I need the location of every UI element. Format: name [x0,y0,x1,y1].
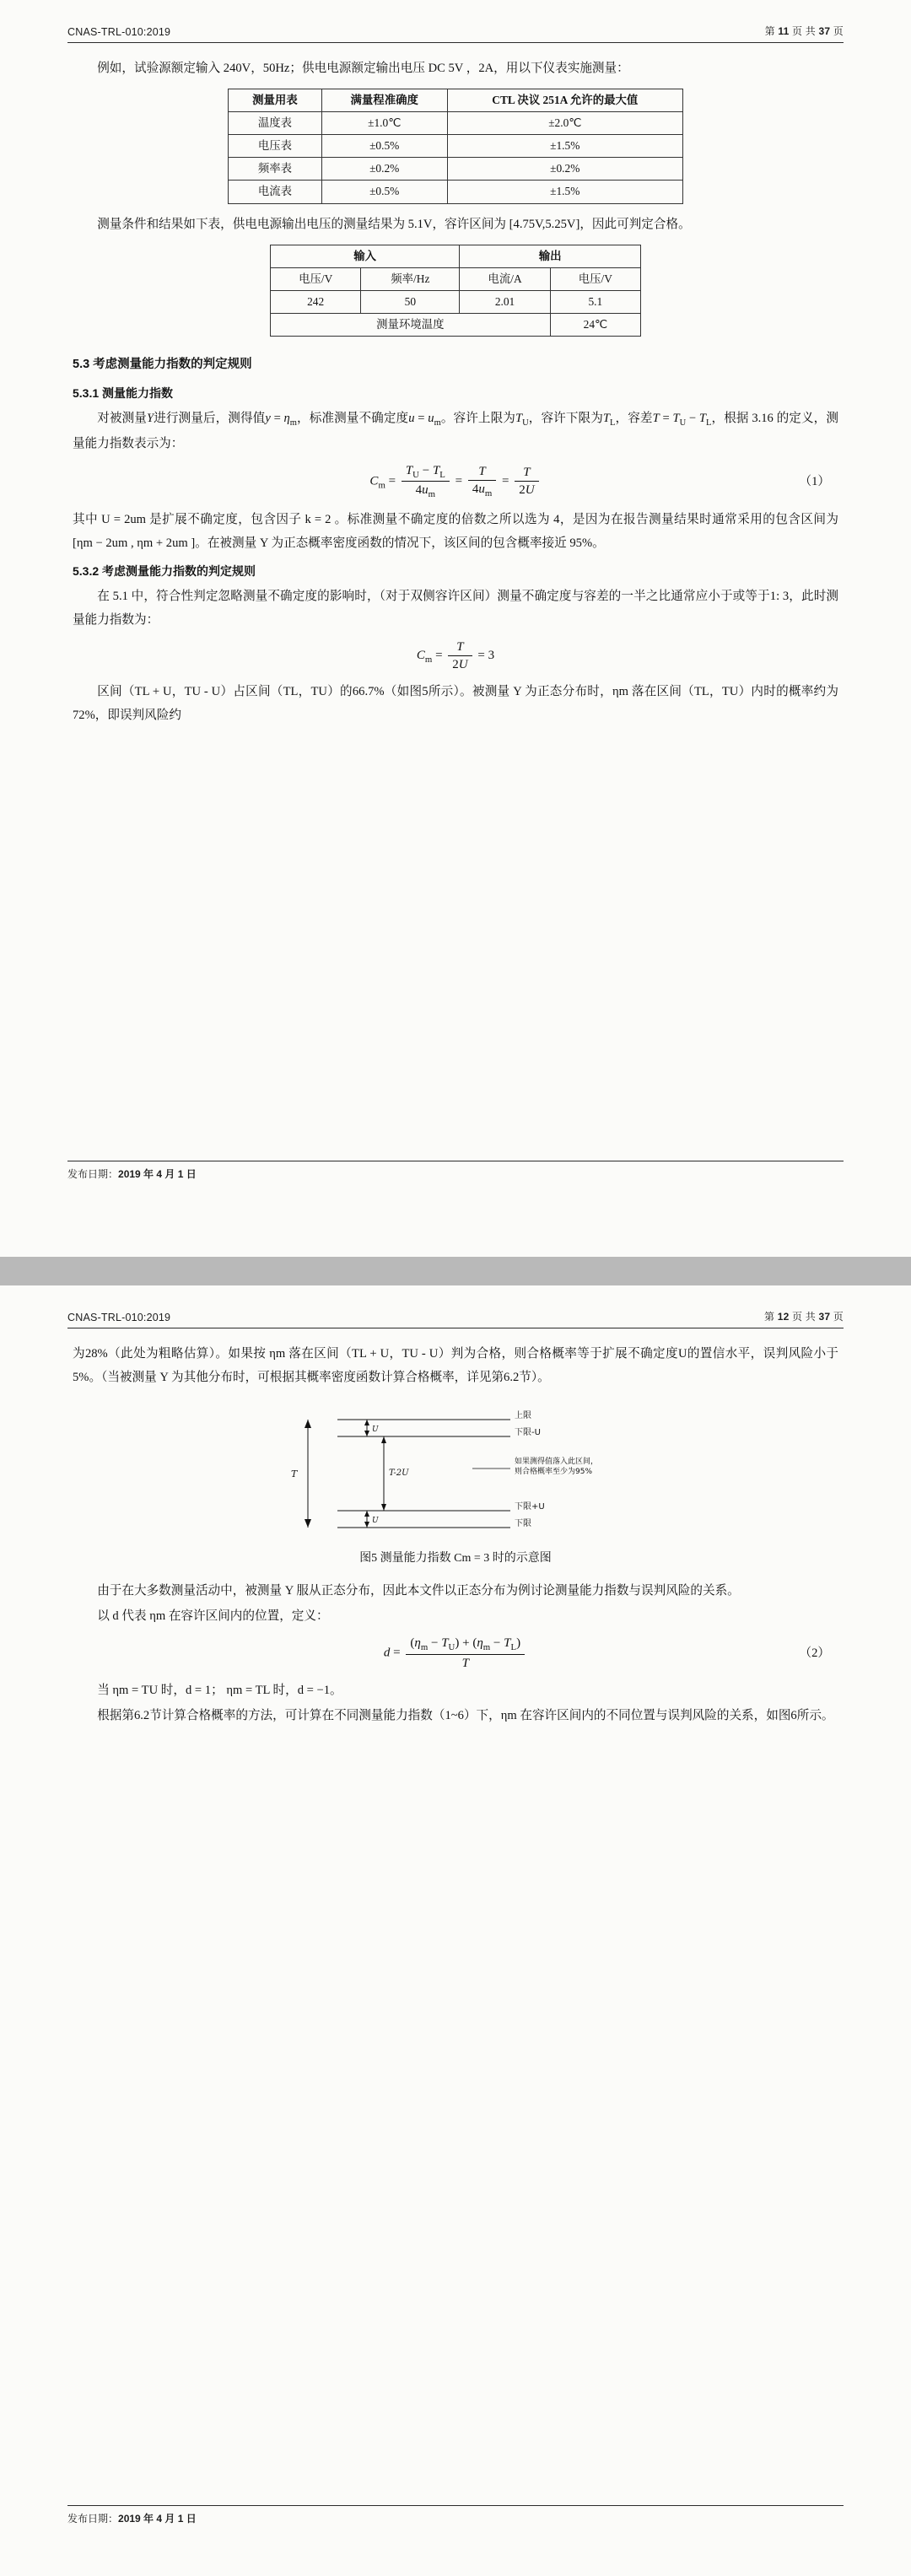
cell-voltage-in: 242 [271,290,361,313]
equation-cm3 [73,639,838,674]
footer-label: 发布日期： [67,1168,119,1180]
cell-accuracy: ±0.2% [321,158,447,181]
svg-text:U: U [372,1517,379,1526]
heading-5-3-1: 5.3.1 测量能力指数 [73,385,174,400]
cell-instrument: 频率表 [229,158,322,181]
cell-accuracy: ±1.0℃ [321,112,447,135]
svg-text:下限-U: 下限-U [515,1428,541,1438]
table-row [229,135,683,158]
page-body [67,1328,844,1727]
table-row [229,181,683,203]
figure-5-caption: 图5 测量能力指数 Cm = 3 时的示意图 [359,1552,552,1566]
table-header-row [229,89,683,112]
paragraph-normal-dist: 由于在大多数测量活动中，被测量 Y 服从正态分布，因此本文件以正态分布为例讨论测量能力指数与误判风险的关系。 [97,1583,740,1598]
header-pagination: 第 12 页 共 37 页 [763,1311,844,1323]
svg-text:则合格概率至少为95%: 则合格概率至少为95% [515,1468,593,1477]
page-gap [0,1257,911,1285]
table-row [271,313,641,336]
cell-instrument: 电流表 [229,181,322,203]
footer-date: 2019 年 4 月 1 日 [118,2513,197,2525]
input-output-table [270,245,641,337]
cell-accuracy: ±0.5% [321,181,447,203]
table-subheader-row [271,267,641,290]
paragraph-decision-rule: 在 5.1 中，符合性判定忽略测量不确定度的影响时，（对于双侧容许区间）测量不确定度与容差的一半之比通常应小于或等于1: 3，此时测量能力指数为： [73,589,838,627]
table-row [229,158,683,181]
footer-label: 发布日期： [67,2513,119,2525]
paragraph-example-intro: 例如，试验源额定输入 240V，50Hz；供电电源额定输出电压 DC 5V ，2A，用以下仪表实施测量： [97,62,629,75]
table-group-header-row [271,245,641,267]
paragraph-capability-index: 对被测量Y进行测量后，测得值$y = \eta_m$，标准测量不确定度$u = u_m$。容许上限为$T_U$，容许下限为$T_L$，容差$T = T_U - T_L$，根据 3.16 的定义，测量能力指数表示为： [73,411,838,450]
th-instrument: 测量用表 [229,89,322,112]
cell-voltage-out: 5.1 [550,290,640,313]
page-header [67,24,844,43]
figure-5-diagram [257,1401,654,1544]
equation-1-body: $C_m$ = $\frac{T_U - T_L}{4u_m}$ = $\frac{T}{4u_m}$ = $\frac{T}{2U}$ [369,462,541,501]
cell-instrument: 温度表 [229,112,322,135]
footer-date: 2019 年 4 月 1 日 [118,1168,197,1180]
table-row [229,112,683,135]
paragraph-fig6-ref: 根据第6.2节计算合格概率的方法，可计算在不同测量能力指数（1~6）下，ηm 在容许区间内的不同位置与误判风险的关系，如图6所示。 [97,1708,834,1722]
th-input-group: 输入 [271,245,460,267]
svg-text:T: T [291,1469,298,1480]
th-ctl-max: CTL 决议 251A 允许的最大值 [447,89,682,112]
svg-text:下限: 下限 [515,1519,531,1529]
cell-accuracy: ±0.5% [321,135,447,158]
svg-text:T-2U: T-2U [389,1469,409,1479]
paragraph-risk-estimate: 为28%（此处为粗略估算）。如果按 ηm 落在区间（TL + U，TU - U）判为合格，则合格概率等于扩展不确定度U的置信水平，误判风险小于5%。（当被测量 Y 为其他分布时，可根据其概率密度函数计算合格概率，详见第6.2节）。 [73,1347,838,1385]
cell-ambient-value: 24℃ [550,313,640,336]
instrument-accuracy-table [228,89,683,204]
cell-ctl: ±1.5% [447,181,682,203]
cell-current-out: 2.01 [460,290,550,313]
th-frequency-in: 频率/Hz [361,267,460,290]
header-pagination: 第 11 页 共 37 页 [764,25,844,37]
paragraph-interval-ratio: 区间（TL + U，TU - U）占区间（TL，TU）的66.7%（如图5所示）。被测量 Y 为正态分布时，ηm 落在区间（TL，TU）内时的概率约为72%，即误判风险约 [73,685,838,723]
th-voltage-in: 电压/V [271,267,361,290]
equation-2-number: （2） [799,1646,830,1660]
page-body [67,43,844,727]
paragraph-uncertainty-explain: 其中 U = 2um 是扩展不确定度，包含因子 k = 2 。标准测量不确定度的倍数之所以选为 4，是因为在报告测量结果时通常采用的包含区间为 [ηm − 2um , ηm + 2um ]。在被测量 Y 为正态概率密度函数的情况下，该区间的包含概率接近 95%。 [73,512,838,550]
equation-cm3-body: $C_m$ = $\frac{T}{2U}$ = 3 [416,639,495,672]
svg-text:下限+U: 下限+U [515,1502,545,1512]
page-footer [67,1161,844,1181]
th-current-out: 电流/A [460,267,550,290]
cell-ctl: ±2.0℃ [447,112,682,135]
heading-5-3-2: 5.3.2 考虑测量能力指数的判定规则 [73,563,256,578]
cell-ctl: ±0.2% [447,158,682,181]
io-table-wrap [73,238,838,345]
equation-2-body: d = $\frac{(\eta_m - T_U) + (\eta_m - T_L)}{T}$ [384,1635,527,1672]
cell-ctl: ±1.5% [447,135,682,158]
cell-ambient-label: 测量环境温度 [271,313,551,336]
th-accuracy: 满量程准确度 [321,89,447,112]
table-row [271,290,641,313]
page-11 [0,0,911,1257]
header-doc-id: CNAS-TRL-010:2019 [67,1312,171,1323]
th-voltage-out: 电压/V [550,267,640,290]
page-12 [0,1285,911,2576]
cell-instrument: 电压表 [229,135,322,158]
paragraph-measurement-result: 测量条件和结果如下表，供电电源输出电压的测量结果为 5.1V，容许区间为 [4.75V,5.25V]，因此可判定合格。 [97,217,691,231]
svg-text:U: U [372,1425,379,1435]
paragraph-define-d: 以 d 代表 ηm 在容许区间内的位置，定义： [97,1609,329,1623]
equation-2 [73,1635,838,1672]
equation-1 [73,462,838,501]
heading-5-3: 5.3 考虑测量能力指数的判定规则 [73,358,252,372]
paragraph-d-values: 当 ηm = TU 时，d = 1； ηm = TL 时，d = −1。 [97,1683,342,1697]
instrument-table-wrap [73,82,838,213]
page-header [67,1309,844,1328]
page-footer [67,2505,844,2525]
svg-text:上限: 上限 [515,1411,531,1421]
cell-frequency-in: 50 [361,290,460,313]
figure-5 [257,1401,654,1544]
equation-1-number: （1） [799,474,830,488]
svg-text:如果测得值落入此区间，: 如果测得值落入此区间， [515,1458,599,1467]
th-output-group: 输出 [460,245,641,267]
header-doc-id: CNAS-TRL-010:2019 [67,26,171,38]
